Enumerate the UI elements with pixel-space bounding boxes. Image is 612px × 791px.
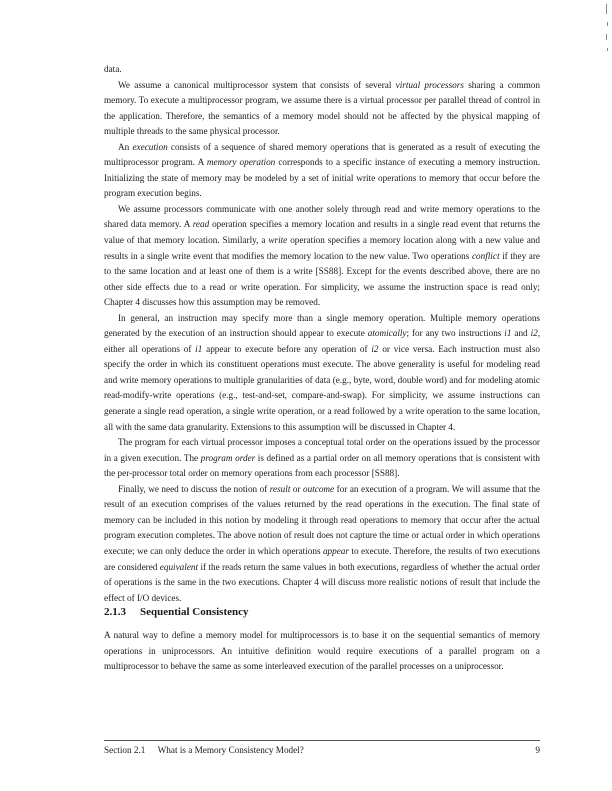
text-run: We assume processors communicate with one another solely through read and write memory operations to the shared data memory. A xyxy=(104,203,540,230)
text-run: if they are to the same location and at least one of them is a write [SS88]. Except for the events described above, there are no other side effects due to a read or write operation. For simplicity, we assume the instruction space is read only; Chapter 4 discusses how this assumption may be removed. xyxy=(104,250,540,308)
emphasized-term: memory operation xyxy=(206,157,276,168)
text-run: The program for each virtual processor imposes a conceptual total order on the operations issued by the processor in a given execution. The xyxy=(104,437,540,463)
scan-edge-mark xyxy=(604,0,610,60)
text-run: or xyxy=(290,483,304,494)
text-run: operation specifies a memory location along with a new value and results in a single write event that modifies the memory location to the new value. Two operations xyxy=(104,235,540,261)
emphasized-term: outcome xyxy=(303,483,335,494)
emphasized-term: conflict xyxy=(471,250,500,261)
emphasized-term: write xyxy=(268,235,288,246)
text-run: to execute. Therefore, the results of two executions are considered xyxy=(104,545,540,572)
emphasized-term: appear xyxy=(322,545,349,556)
paragraph-p4 xyxy=(104,311,540,435)
footer-rule xyxy=(104,740,540,741)
page-footer xyxy=(104,744,540,756)
footer-section-label: Section 2.1 xyxy=(104,745,146,755)
paragraph-p5 xyxy=(104,435,540,482)
text-run: or vice versa. Each instruction must also specify the order in which its constituent operations must execute. The above generality is useful for modeling read and write memory operations to multiple granularities of data (e.g., byte, word, double word) and for modeling atomic read-modify-write operations (e.g., test-and-set, compare-and-swap). For simplicity, we assume instructions can generate a single read operation, a single write operation, or a read followed by a write operation to the same location, all with the same data granularity. Extensions to this assumption will be discussed in Chapter 4. xyxy=(104,343,540,432)
emphasized-term: execution xyxy=(132,141,168,152)
emphasized-term: program order xyxy=(200,452,256,463)
text-run: , either all operations of xyxy=(104,328,541,354)
emphasized-term: i1 xyxy=(195,343,203,354)
text-run: In general, an instruction may specify more than a single memory operation. Multiple memory operations generated by the execution of an instruction should appear to execute xyxy=(104,312,540,339)
emphasized-term: i2 xyxy=(530,328,538,339)
emphasized-term: atomically xyxy=(367,328,407,339)
footer-section-title: What is a Memory Consistency Model? xyxy=(157,745,304,755)
text-run: corresponds to a specific instance of executing a memory instruction. Initializing the state of memory may be modeled by a set of initial write operations to memory that occur before the program execution begins. xyxy=(104,157,540,199)
text-run: We assume a canonical multiprocessor system that consists of several xyxy=(118,79,396,90)
emphasized-term: equivalent xyxy=(159,561,199,572)
text-run: sharing a common memory. To execute a multiprocessor program, we assume there is a virtual processor per parallel thread of control in the application. Therefore, the semantics of a memory model should not be affected by the physical mapping of multiple threads to the same physical processor. xyxy=(104,79,540,137)
text-run: ; for any two instructions xyxy=(406,328,505,339)
emphasized-term: i2 xyxy=(371,343,379,354)
text-run: is defined as a partial order on all memory operations that is consistent with the per-processor total order on memory operations from each processor [SS88]. xyxy=(104,452,540,479)
text-run: if the reads return the same values in both executions, regardless of whether the actual order of operations is the same in the two executions. Chapter 4 will discuss more realistic notions of result that include the effect of I/O devices. xyxy=(104,561,540,603)
emphasized-term: i1 xyxy=(504,328,512,339)
text-run: An xyxy=(118,141,133,152)
text-run: for an execution of a program. We will assume that the result of an execution comprises of the values returned by the read operations in the execution. The final state of memory can be included in this notion by modeling it through read operations to memory that occur after the actual program execution completes. The above notion of result does not capture the time or actual order in which operations execute; we can only deduce the order in which operations xyxy=(104,483,540,556)
page-number: 9 xyxy=(535,745,540,755)
text-run: and xyxy=(511,328,531,339)
section-paragraph: A natural way to define a memory model for multiprocessors is to base it on the sequential semantics of memory operations in uniprocessors. An intuitive definition would require executions of a parallel program on a multiprocessor to behave the same as some interleaved execution of the parallel processes on a uniprocessor. xyxy=(104,630,540,672)
body-text xyxy=(104,62,540,606)
paragraph-p3 xyxy=(104,202,540,311)
emphasized-term: result xyxy=(269,483,291,494)
text-run: data. xyxy=(104,64,122,74)
text-run: consists of a sequence of shared memory operations that is generated as a result of executing the multiprocessor program. A xyxy=(104,141,541,168)
section-title: Sequential Consistency xyxy=(140,606,249,618)
text-run: appear to execute before any operation of xyxy=(202,343,372,354)
paragraph-p0 xyxy=(104,62,540,78)
paragraph-p6 xyxy=(104,482,540,606)
text-run: Finally, we need to discuss the notion of xyxy=(118,483,270,494)
emphasized-term: read xyxy=(192,219,210,230)
section-number: 2.1.3 xyxy=(104,606,126,618)
emphasized-term: virtual processors xyxy=(395,79,464,90)
section-heading xyxy=(104,605,540,620)
text-run: operation specifies a memory location and results in a single read event that returns the value of that memory location. Similarly, a xyxy=(104,219,540,246)
paragraph-p1 xyxy=(104,78,540,140)
paragraph-p2 xyxy=(104,140,540,202)
